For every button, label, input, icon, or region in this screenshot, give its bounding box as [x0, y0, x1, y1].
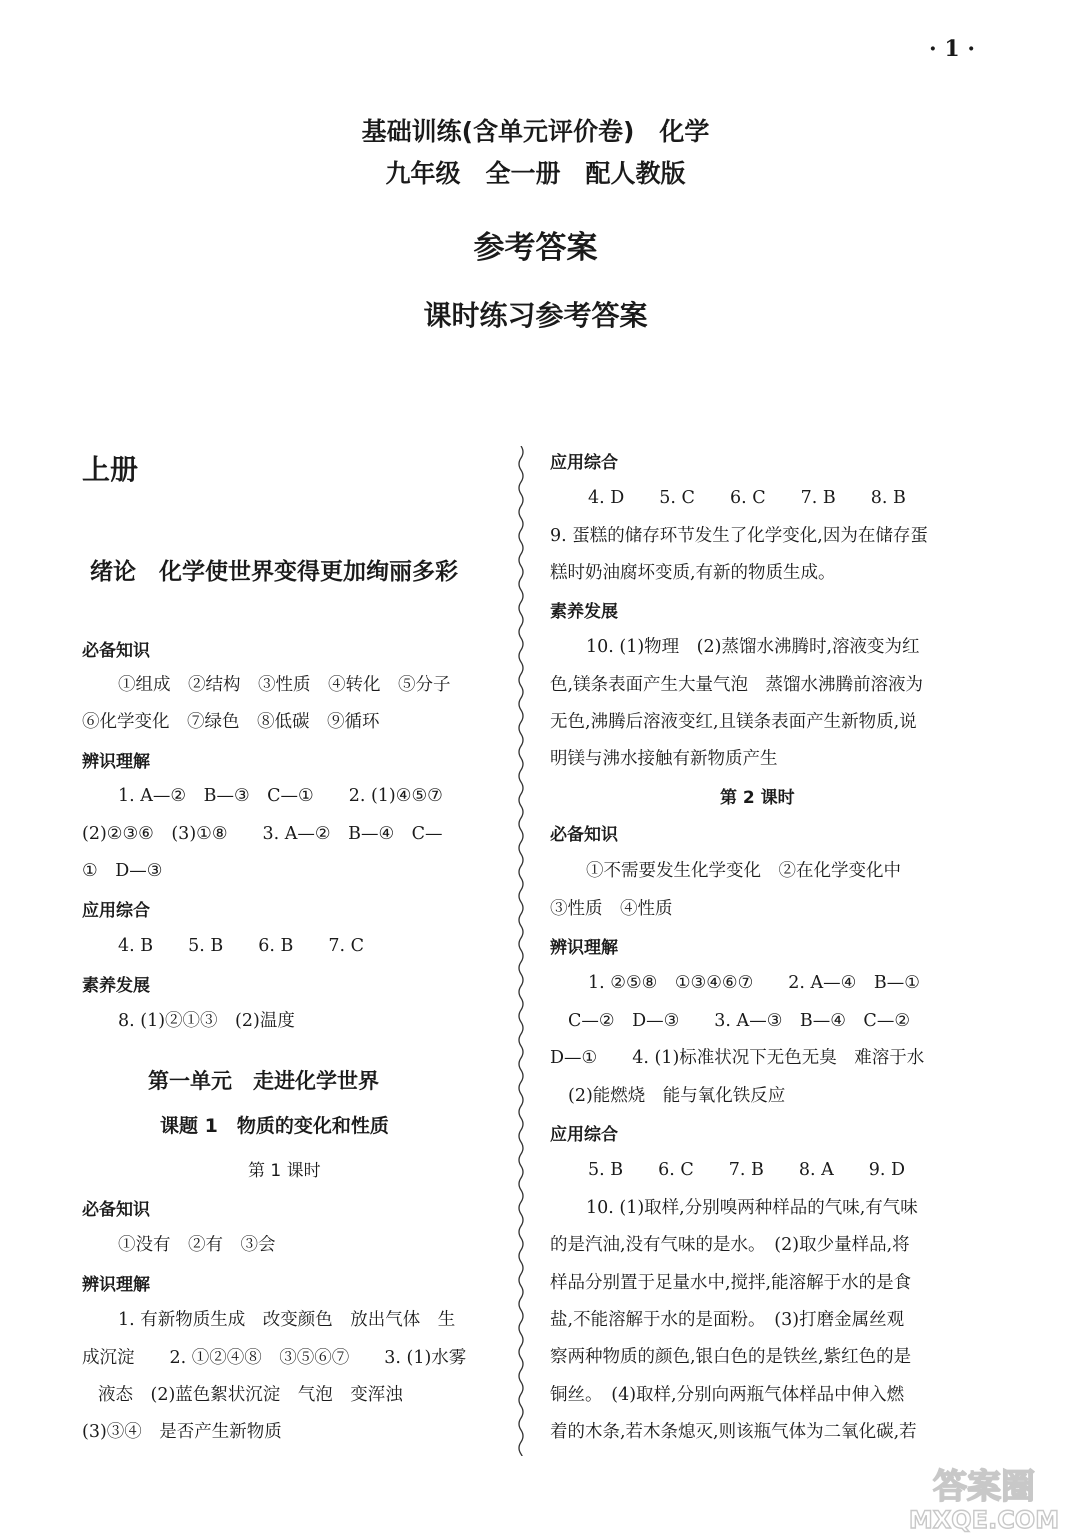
svg-text:MXQE.COM: MXQE.COM: [908, 1506, 1060, 1534]
answer-line: 无色,沸腾后溶液变红,且镁条表面产生新物质,说: [550, 712, 917, 732]
section-label: 应用综合: [550, 453, 618, 473]
section-label: 辨识理解: [82, 752, 150, 772]
answer-line: 的是汽油,没有气味的是水。 (2)取少量样品,将: [550, 1235, 910, 1255]
answer-line: 1. A—② B—③ C—① 2. (1)④⑤⑦: [118, 786, 443, 806]
section-label: 素养发展: [82, 976, 150, 996]
answer-line: (3)③④ 是否产生新物质: [82, 1422, 282, 1442]
watermark-logo: [900, 1456, 1068, 1534]
book-subtitle: 九年级 全一册 配人教版: [385, 159, 686, 188]
svg-text:答案圈: 答案圈: [933, 1467, 1035, 1507]
answer-line: ⑥化学变化 ⑦绿色 ⑧低碳 ⑨循环: [82, 712, 380, 732]
answer-line: 10. (1)物理 (2)蒸馏水沸腾时,溶液变为红: [586, 637, 920, 657]
book-title: 基础训练(含单元评价卷) 化学: [361, 117, 710, 146]
answer-line: 10. (1)取样,分别嗅两种样品的气味,有气味: [586, 1198, 918, 1218]
section-label: 必备知识: [82, 1200, 150, 1220]
answer-line: ① D—③: [82, 861, 163, 881]
chapter-heading: 绪论 化学使世界变得更加绚丽多彩: [90, 559, 458, 585]
column-divider: [516, 446, 526, 1456]
answer-line: 铜丝。 (4)取样,分别向两瓶气体样品中伸入燃: [550, 1385, 905, 1405]
answer-line: 8. (1)②①③ (2)温度: [118, 1011, 295, 1031]
section-label: 辨识理解: [82, 1275, 150, 1295]
answer-line: 着的木条,若木条熄灭,则该瓶气体为二氧化碳,若: [550, 1422, 917, 1442]
lesson-heading: 第 1 课时: [248, 1161, 321, 1181]
answer-line: (2)②③⑥ (3)①⑧ 3. A—② B—④ C—: [82, 824, 443, 844]
answer-line: 盐,不能溶解于水的是面粉。 (3)打磨金属丝观: [550, 1310, 905, 1330]
section-label: 素养发展: [550, 602, 618, 622]
answers-heading: 参考答案: [473, 230, 598, 266]
answer-line: 色,镁条表面产生大量气泡 蒸馏水沸腾前溶液为: [550, 675, 924, 695]
section-label: 应用综合: [550, 1125, 618, 1145]
lesson-answers-heading: 课时练习参考答案: [423, 299, 648, 332]
answer-line: 4. D 5. C 6. C 7. B 8. B: [588, 488, 906, 508]
answer-line: ①不需要发生化学变化 ②在化学变化中: [586, 861, 901, 881]
answer-line: 9. 蛋糕的储存环节发生了化学变化,因为在储存蛋: [550, 526, 928, 546]
section-label: 必备知识: [82, 641, 150, 661]
answer-line: 液态 (2)蓝色絮状沉淀 气泡 变浑浊: [98, 1385, 403, 1405]
topic-heading: 课题 1 物质的变化和性质: [160, 1115, 389, 1137]
lesson-heading: 第 2 课时: [720, 788, 795, 808]
answer-line: (2)能燃烧 能与氧化铁反应: [568, 1086, 786, 1106]
answer-line: C—② D—③ 3. A—③ B—④ C—②: [568, 1011, 911, 1031]
volume-heading: 上册: [82, 453, 139, 486]
answer-line: 明镁与沸水接触有新物质产生: [550, 749, 778, 769]
answer-line: 成沉淀 2. ①②④⑧ ③⑤⑥⑦ 3. (1)水雾: [82, 1348, 467, 1368]
answer-line: ①组成 ②结构 ③性质 ④转化 ⑤分子: [118, 675, 451, 695]
section-label: 应用综合: [82, 901, 150, 921]
answer-line: 4. B 5. B 6. B 7. C: [118, 936, 365, 956]
answer-line: 1. 有新物质生成 改变颜色 放出气体 生: [118, 1310, 456, 1330]
page-number: · 1 ·: [929, 36, 975, 62]
answer-line: ③性质 ④性质: [550, 899, 673, 919]
unit-heading: 第一单元 走进化学世界: [148, 1069, 379, 1093]
section-label: 辨识理解: [550, 938, 618, 958]
answer-line: 1. ②⑤⑧ ①③④⑥⑦ 2. A—④ B—①: [588, 973, 920, 993]
section-label: 必备知识: [550, 825, 618, 845]
answer-line: 5. B 6. C 7. B 8. A 9. D: [588, 1160, 906, 1180]
answer-line: 糕时奶油腐坏变质,有新的物质生成。: [550, 563, 836, 583]
answer-line: 样品分别置于足量水中,搅拌,能溶解于水的是食: [550, 1273, 912, 1293]
answer-line: 察两种物质的颜色,银白色的是铁丝,紫红色的是: [550, 1347, 912, 1367]
answer-line: ①没有 ②有 ③会: [118, 1235, 276, 1255]
answer-line: D—① 4. (1)标准状况下无色无臭 难溶于水: [550, 1048, 925, 1068]
